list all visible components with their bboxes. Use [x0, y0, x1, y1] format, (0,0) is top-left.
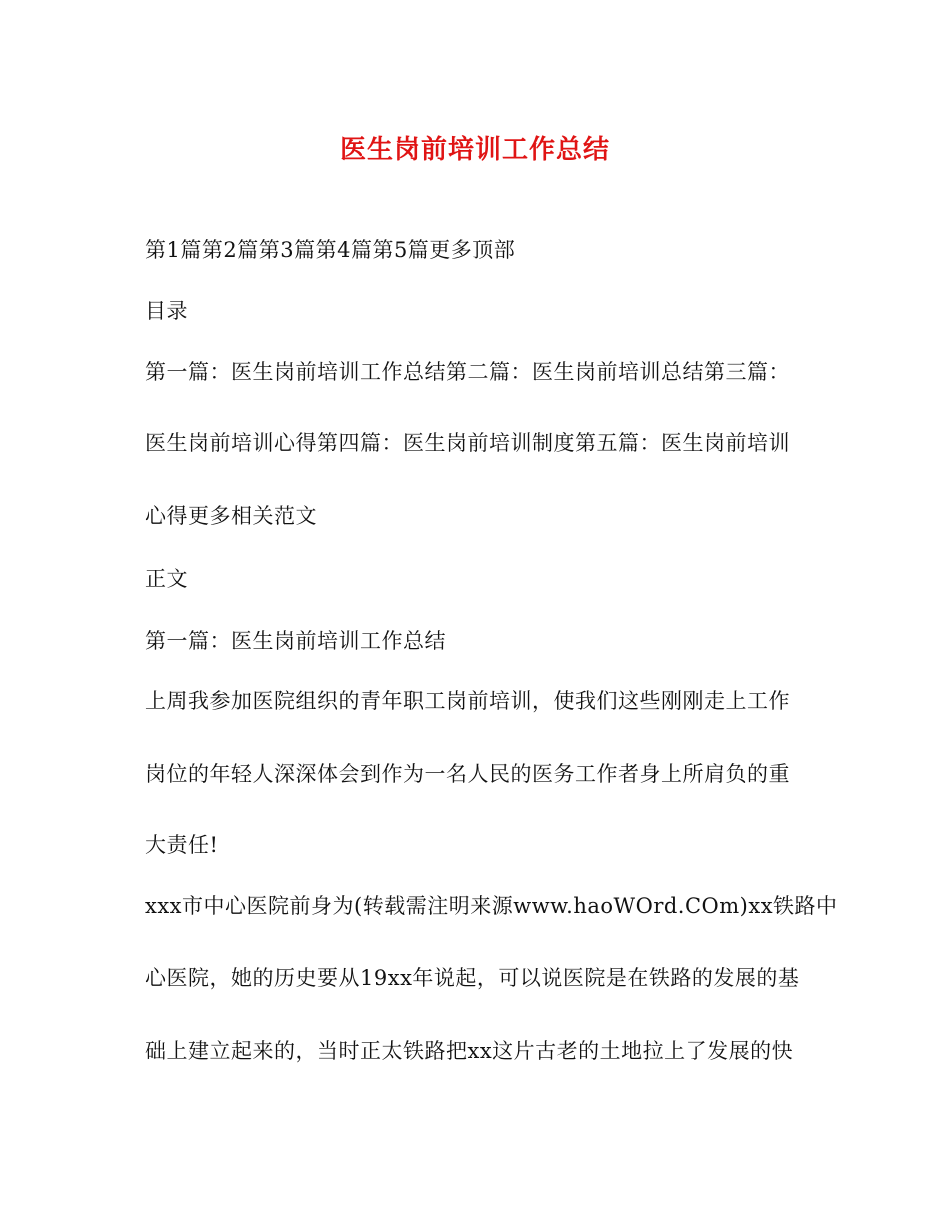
body-line: xxx市中心医院前身为(转载需注明来源www.haoWOrd.COm)xx铁路中: [145, 894, 838, 918]
body-line: 大责任!: [145, 833, 219, 857]
body-line: 上周我参加医院组织的青年职工岗前培训，使我们这些刚刚走上工作: [145, 689, 790, 713]
body-line: 础上建立起来的，当时正太铁路把xx这片古老的土地拉上了发展的快: [145, 1039, 794, 1063]
body-line: 心医院，她的历史要从19xx年说起，可以说医院是在铁路的发展的基: [145, 966, 800, 990]
body-heading: 正文: [145, 567, 188, 591]
toc-line: 医生岗前培训心得第四篇：医生岗前培训制度第五篇：医生岗前培训: [145, 431, 790, 455]
document-title: 医生岗前培训工作总结: [339, 135, 610, 165]
toc-line: 第一篇：医生岗前培训工作总结第二篇：医生岗前培训总结第三篇：: [145, 360, 790, 384]
body-line: 岗位的年轻人深深体会到作为一名人民的医务工作者身上所肩负的重: [145, 762, 790, 786]
section-heading: 第一篇：医生岗前培训工作总结: [145, 629, 446, 653]
nav-links-line: 第1篇第2篇第3篇第4篇第5篇更多顶部: [145, 238, 516, 262]
toc-line: 心得更多相关范文: [145, 504, 317, 528]
toc-heading: 目录: [145, 299, 188, 323]
